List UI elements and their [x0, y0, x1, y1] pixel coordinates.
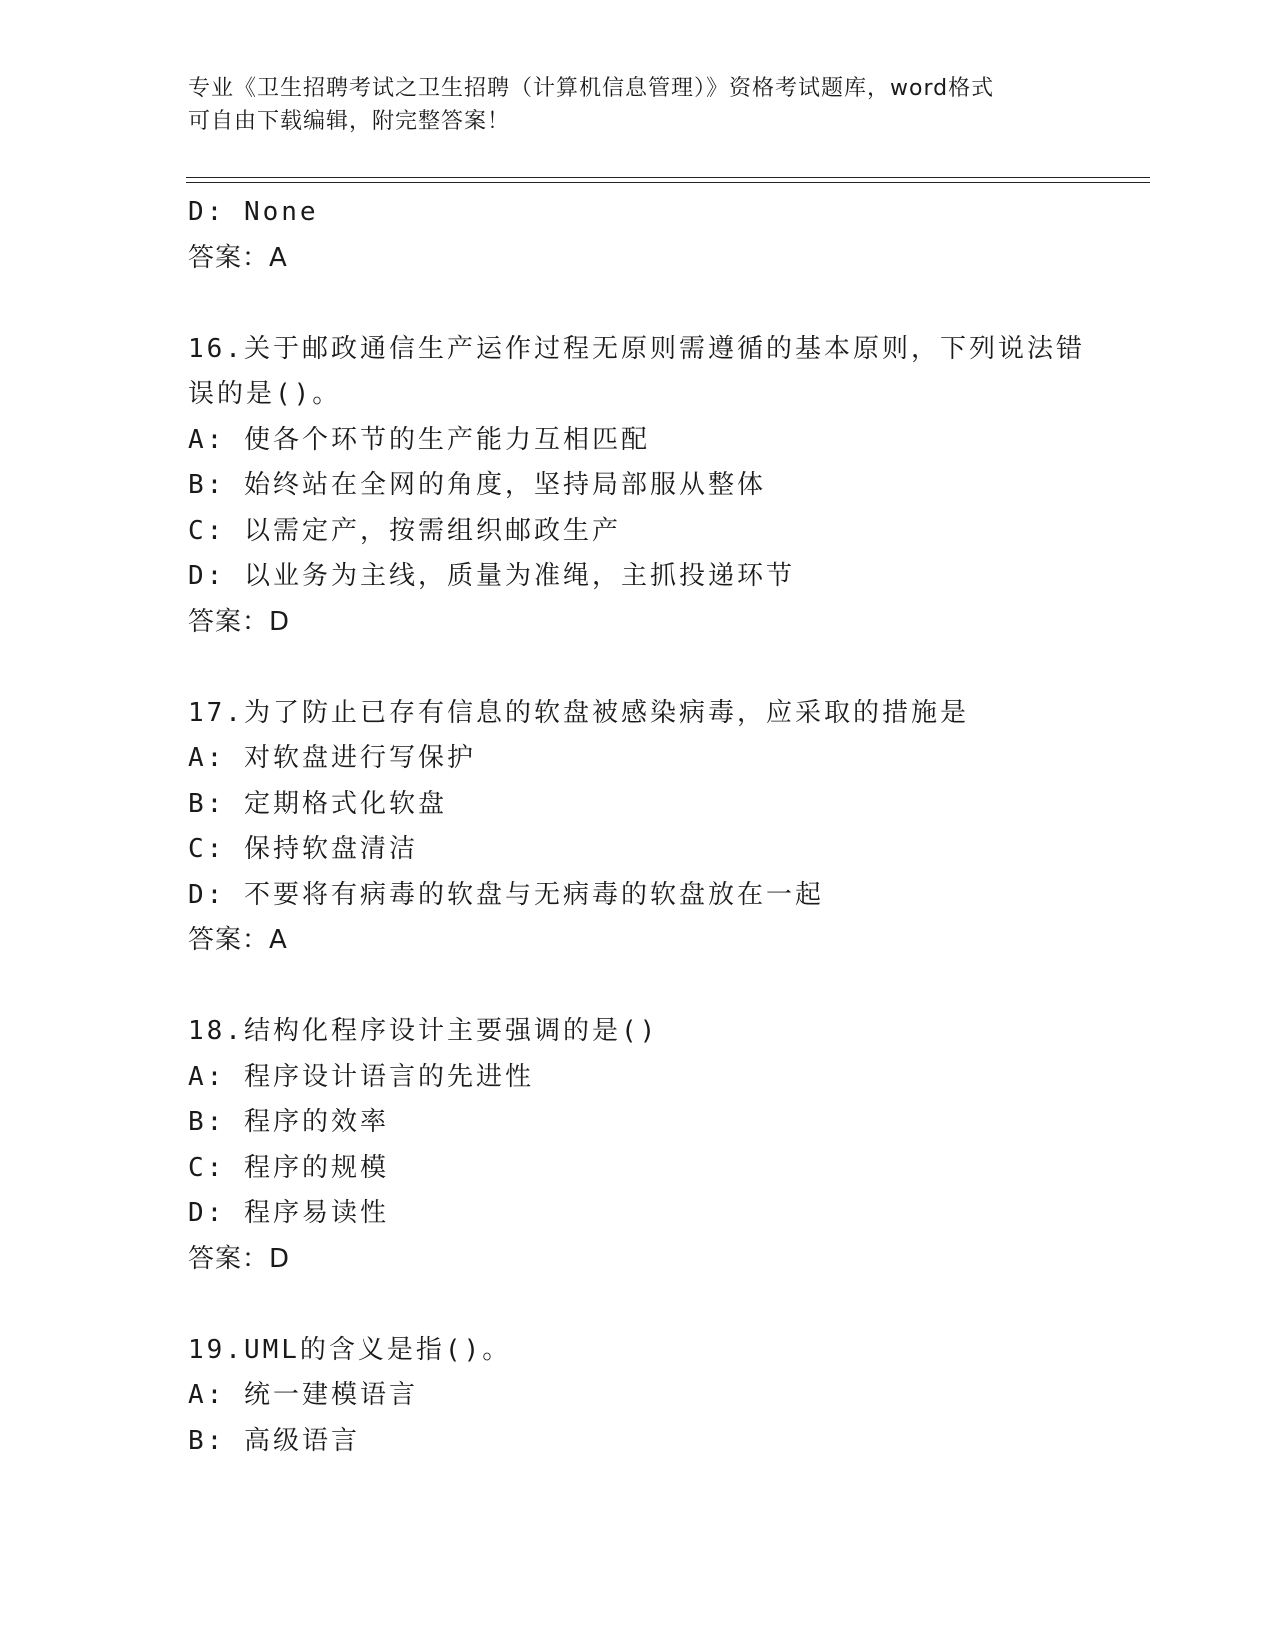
option-a: A: 使各个环节的生产能力互相匹配 — [188, 424, 650, 455]
question-17 — [188, 691, 1088, 964]
spacer — [188, 281, 1088, 327]
question-stem: 16.关于邮政通信生产运作过程无原则需遵循的基本原则，下列说法错 — [188, 333, 1085, 364]
option-d: D: 不要将有病毒的软盘与无病毒的软盘放在一起 — [188, 879, 824, 910]
option-a: A: 统一建模语言 — [188, 1380, 418, 1410]
option-b: B: 定期格式化软盘 — [188, 788, 447, 819]
question-stem-continued: 误的是()。 — [188, 379, 342, 409]
option-d: D: 程序易读性 — [188, 1198, 389, 1228]
spacer — [188, 1282, 1088, 1328]
answer-line: 答案：D — [188, 1243, 291, 1274]
spacer — [188, 964, 1088, 1010]
spacer — [188, 645, 1088, 691]
option-b: B: 始终站在全网的角度，坚持局部服从整体 — [188, 470, 766, 500]
answer-line: 答案：A — [188, 925, 288, 955]
question-stem: 19.UML的含义是指()。 — [188, 1334, 512, 1365]
option-d: D: None — [188, 197, 319, 227]
option-a: A: 对软盘进行写保护 — [188, 743, 476, 773]
question-16 — [188, 327, 1088, 646]
header-line-2: 可自由下载编辑，附完整答案！ — [188, 109, 511, 134]
option-c: C: 保持软盘清洁 — [188, 834, 418, 864]
answer-line: 答案：D — [188, 606, 291, 637]
option-b: B: 程序的效率 — [188, 1107, 389, 1137]
header-divider-top — [186, 177, 1150, 178]
option-a: A: 程序设计语言的先进性 — [188, 1061, 534, 1092]
header-line-1: 专业《卫生招聘考试之卫生招聘（计算机信息管理）》资格考试题库，word格式 — [188, 76, 995, 101]
header-divider-bottom — [186, 182, 1150, 183]
option-b: B: 高级语言 — [188, 1425, 360, 1456]
question-list — [188, 190, 1088, 1464]
question-stem: 18.结构化程序设计主要强调的是() — [188, 1016, 659, 1046]
document-header — [188, 72, 1088, 138]
option-d: D: 以业务为主线，质量为准绳，主抓投递环节 — [188, 561, 795, 591]
answer-line: 答案：A — [188, 242, 288, 273]
option-c: C: 程序的规模 — [188, 1152, 389, 1183]
question-19 — [188, 1328, 1088, 1465]
question-18 — [188, 1009, 1088, 1282]
option-c: C: 以需定产，按需组织邮政生产 — [188, 515, 621, 546]
question-stem: 17.为了防止已存有信息的软盘被感染病毒，应采取的措施是 — [188, 697, 969, 728]
